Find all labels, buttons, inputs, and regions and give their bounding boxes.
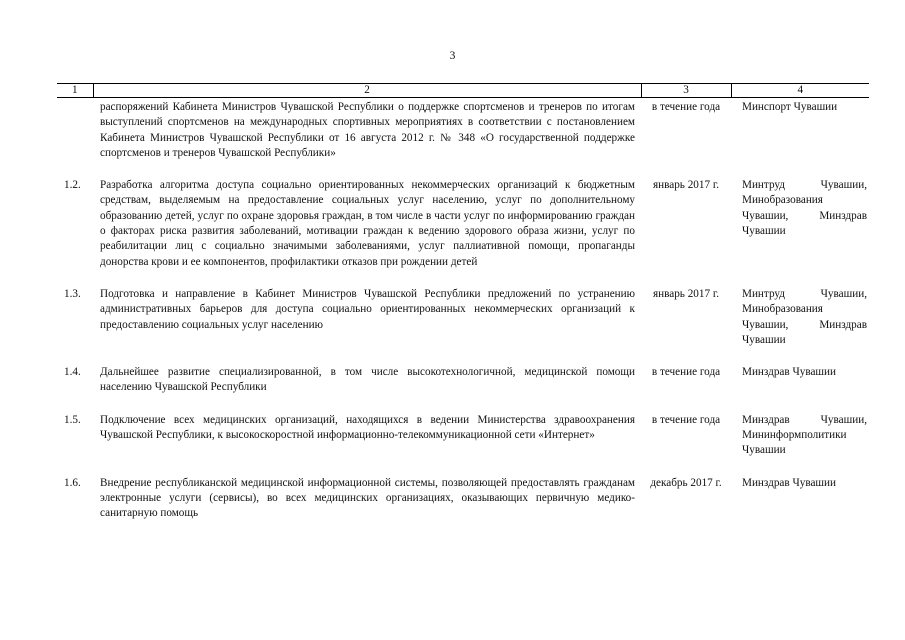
row-deadline: январь 2017 г. <box>652 287 720 300</box>
row-deadline: январь 2017 г. <box>652 179 720 192</box>
row-responsible: Минтруд Чувашии, Минобразования Чувашии, Минздрав Чувашии <box>742 287 867 346</box>
row-number: 1.6. <box>64 476 81 489</box>
header-row <box>57 84 869 98</box>
row-description: Внедрение республиканской медицинской информационной системы, позволяющей предоставлять гражданам электронные услуги (сервисы), во всех медицинских организациях, оказывающих первичную медико-санитарную помощь <box>100 476 635 520</box>
page-number: 3 <box>449 50 456 62</box>
table-body <box>57 98 869 522</box>
table-row <box>57 287 869 365</box>
table-row <box>57 413 869 476</box>
table-row <box>57 98 869 179</box>
row-responsible: Минтруд Чувашии, Минобразования Чувашии, Минздрав Чувашии <box>742 179 867 238</box>
row-number: 1.4. <box>64 366 81 379</box>
row-number: 1.5. <box>64 413 81 426</box>
row-number <box>57 98 93 179</box>
table-header <box>57 84 869 98</box>
table-row <box>57 365 869 413</box>
header-col-1: 1 <box>57 84 93 98</box>
header-col-2: 2 <box>93 84 641 98</box>
row-description: Подключение всех медицинских организаций, находящихся в ведении Министерства здравоохранения Чувашской Республики, к высокоскоростной информационно-телекоммуникационной сети «Интернет» <box>100 413 635 442</box>
header-col-3: 3 <box>641 84 731 98</box>
row-deadline: декабрь 2017 г. <box>650 476 722 489</box>
row-description: Разработка алгоритма доступа социально ориентированных некоммерческих организаций к бюджетным средствам, выделяемым на предоставление социальных услуг населению, услуг по дополнительному образованию детей, услуг по охране здоровья граждан, в том числе в части услуг по информированию граждан о факторах риска развития заболеваний, мотивации граждан к ведению здорового образа жизни, услуг по реабилитации лиц с социально значимыми заболеваниями, услуг паллиативной помощи, пропаганды донорства крови и ее компонентов, профилактики отказов при рождении детей <box>100 179 635 268</box>
row-responsible: Минздрав Чувашии <box>742 366 837 379</box>
row-deadline: в течение года <box>651 366 721 379</box>
plan-table <box>57 83 869 522</box>
table-row <box>57 476 869 522</box>
row-description: Дальнейшее развитие специализированной, в том числе высокотехнологичной, медицинской помощи населению Чувашской Республики <box>100 366 635 394</box>
row-number: 1.3. <box>64 287 81 300</box>
row-number: 1.2. <box>64 179 81 192</box>
row-description: Подготовка и направление в Кабинет Министров Чувашской Республики предложений по устранению административных барьеров для доступа социально ориентированных некоммерческих организаций к предоставлению социальных услуг населению <box>100 287 635 331</box>
row-deadline: в течение года <box>651 101 721 113</box>
row-responsible: Минздрав Чувашии <box>742 476 837 489</box>
header-col-4: 4 <box>731 84 869 98</box>
table-row <box>57 178 869 287</box>
row-description: распоряжений Кабинета Министров Чувашской Республики о поддержке спортсменов и тренеров по итогам выступлений спортсменов на международных спортивных мероприятиях в соответствии с постановлением Кабинета Министров Чувашской Республики от 16 августа 2012 г. № 348 «О государственной поддержке спортсменов и тренеров Чувашской Республики» <box>100 101 635 159</box>
row-deadline: в течение года <box>651 413 721 426</box>
row-responsible: Минздрав Чувашии, Мининформполитики Чувашии <box>742 413 867 457</box>
row-responsible: Минспорт Чувашии <box>742 101 838 113</box>
